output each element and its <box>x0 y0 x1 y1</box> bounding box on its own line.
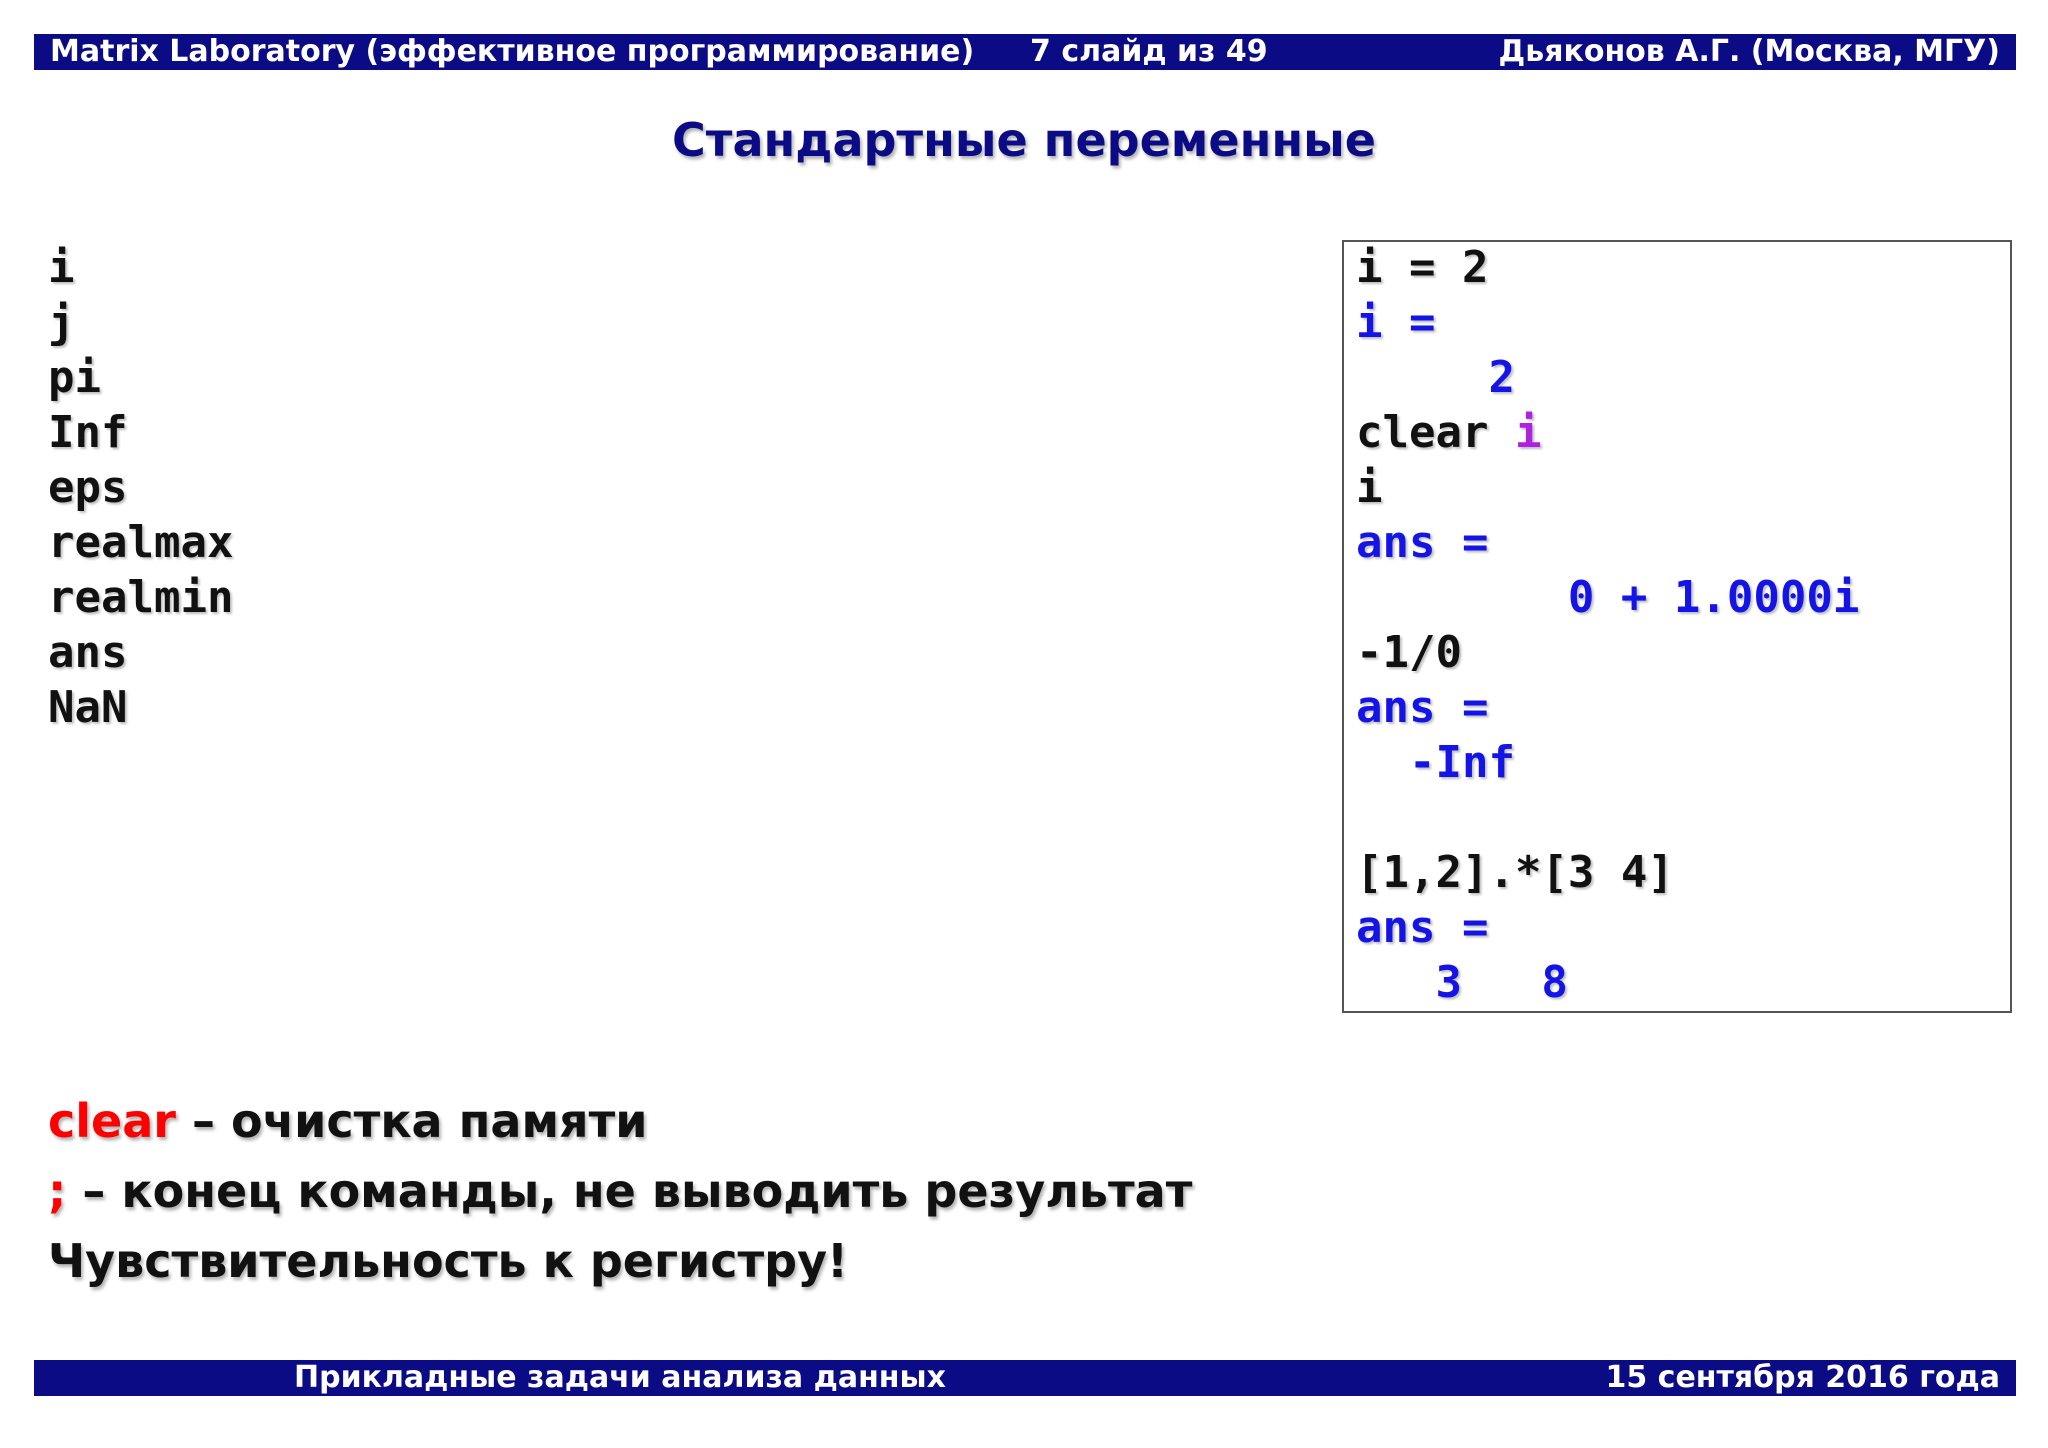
note-case-sensitivity: Чувствительность к регистру! <box>48 1234 849 1288</box>
variable-item: NaN <box>48 682 128 733</box>
code-blank-line <box>1356 790 1859 845</box>
note-clear <box>48 1086 1192 1156</box>
code-line: -1/0 <box>1356 627 1462 678</box>
code-line: i = <box>1356 297 1436 348</box>
variable-item: j <box>48 297 75 348</box>
code-line: 3 8 <box>1356 957 1568 1008</box>
variable-item: pi <box>48 352 101 403</box>
footer-date: 15 сентября 2016 года <box>1605 1360 2000 1395</box>
variable-item: ans <box>48 627 128 678</box>
notes <box>48 1086 1192 1296</box>
code-argument: i <box>1514 407 1542 458</box>
code-line: ans = <box>1356 902 1489 953</box>
footer-bar <box>34 1360 2016 1396</box>
variable-item: Inf <box>48 407 128 458</box>
code-command: clear <box>1356 407 1515 458</box>
semicolon-description: – конец команды, не выводить результат <box>66 1164 1193 1218</box>
code-line: i <box>1356 462 1383 513</box>
code-line: i = 2 <box>1356 242 1489 293</box>
footer-course-name: Прикладные задачи анализа данных <box>294 1360 947 1395</box>
code-line: 0 + 1.0000i <box>1356 572 1860 623</box>
variable-list <box>48 240 233 735</box>
variable-item: i <box>48 242 75 293</box>
header-bar <box>34 34 2016 70</box>
code-example <box>1356 240 1859 1010</box>
variable-item: realmin <box>48 572 234 623</box>
code-line: -Inf <box>1356 737 1515 788</box>
slide-title: Стандартные переменные <box>672 113 1376 167</box>
note-semicolon <box>48 1156 1192 1226</box>
header-course: Matrix Laboratory (эффективное программирование) <box>50 34 975 69</box>
code-line <box>1356 405 1859 460</box>
code-line: [1,2].*[3 4] <box>1356 847 1674 898</box>
code-line: 2 <box>1356 352 1515 403</box>
clear-description: – очистка памяти <box>175 1094 648 1148</box>
code-line: ans = <box>1356 517 1489 568</box>
header-slide-counter: 7 слайд из 49 <box>1030 34 1268 69</box>
variable-item: eps <box>48 462 128 513</box>
semicolon-symbol: ; <box>48 1164 67 1218</box>
code-line: ans = <box>1356 682 1489 733</box>
clear-keyword: clear <box>48 1094 176 1148</box>
header-author: Дьяконов А.Г. (Москва, МГУ) <box>1498 34 2000 69</box>
variable-item: realmax <box>48 517 234 568</box>
